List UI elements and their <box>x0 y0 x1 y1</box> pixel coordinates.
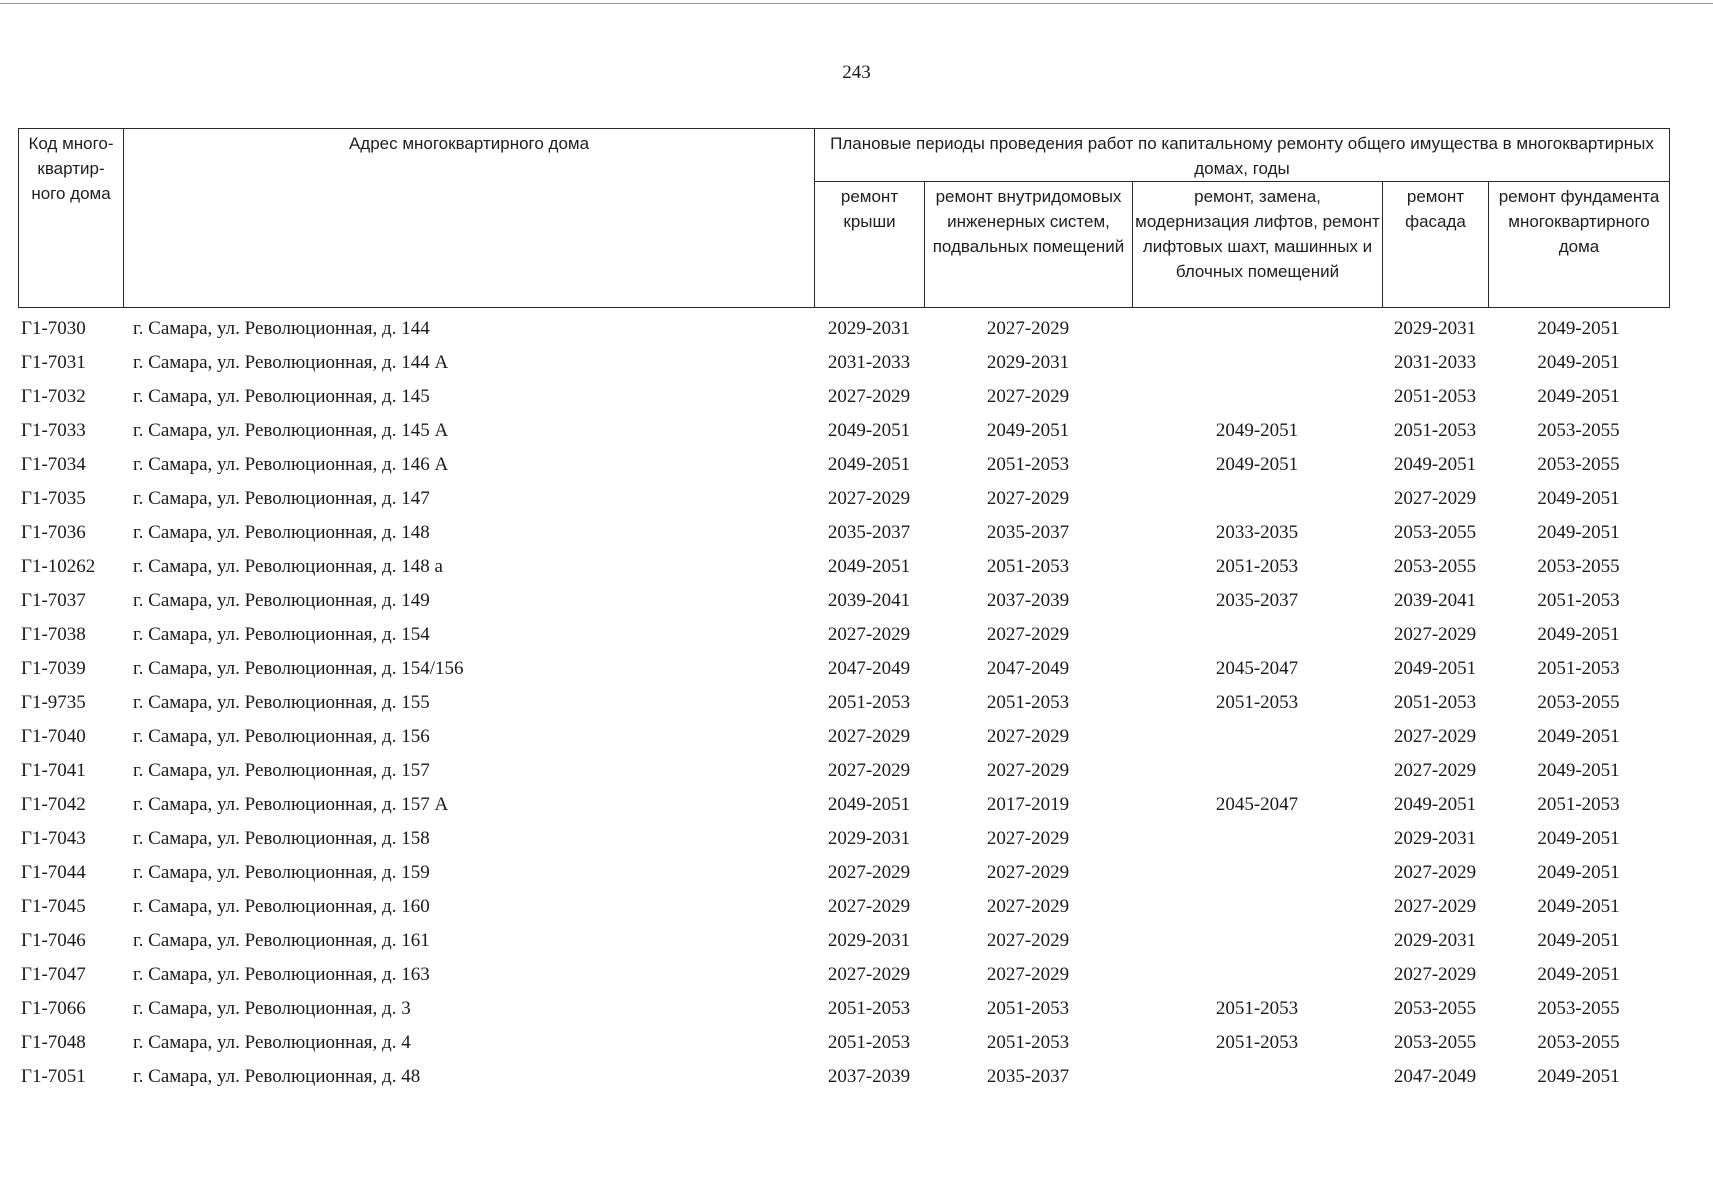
cell-code: Г1-7035 <box>21 488 86 509</box>
cell-address: г. Самара, ул. Революционная, д. 4 <box>133 1032 411 1053</box>
cell-elevators: 2045-2047 <box>1215 794 1299 815</box>
cell-elevators <box>1132 380 1382 414</box>
cell-address: г. Самара, ул. Революционная, д. 48 <box>133 1066 421 1087</box>
table-row <box>18 754 1669 788</box>
cell-roof: 2031-2033 <box>827 352 911 373</box>
cell-code: Г1-7038 <box>21 624 86 645</box>
cell-roof: 2049-2051 <box>827 794 911 815</box>
cell-systems: 2027-2029 <box>986 930 1070 951</box>
cell-systems: 2035-2037 <box>986 522 1070 543</box>
table-body <box>18 312 1669 1094</box>
cell-elevators <box>1132 856 1382 890</box>
cell-roof: 2027-2029 <box>827 964 911 985</box>
cell-address: г. Самара, ул. Революционная, д. 147 <box>133 488 430 509</box>
cell-systems: 2047-2049 <box>986 658 1070 679</box>
table-row <box>18 550 1669 584</box>
cell-elevators <box>1132 958 1382 992</box>
cell-elevators: 2049-2051 <box>1215 454 1299 475</box>
table-row <box>18 788 1669 822</box>
cell-code: Г1-7039 <box>21 658 86 679</box>
cell-systems: 2027-2029 <box>986 828 1070 849</box>
cell-systems: 2049-2051 <box>986 420 1070 441</box>
cell-systems: 2027-2029 <box>986 726 1070 747</box>
cell-roof: 2051-2053 <box>827 998 911 1019</box>
table-row <box>18 992 1669 1026</box>
cell-facade: 2049-2051 <box>1393 454 1477 475</box>
table-row <box>18 482 1669 516</box>
cell-address: г. Самара, ул. Революционная, д. 148 <box>133 522 430 543</box>
cell-facade: 2051-2053 <box>1393 420 1477 441</box>
cell-foundation: 2049-2051 <box>1537 930 1620 951</box>
cell-elevators <box>1132 822 1382 856</box>
cell-address: г. Самара, ул. Революционная, д. 148 а <box>133 556 443 577</box>
cell-foundation: 2049-2051 <box>1537 352 1620 373</box>
table-row <box>18 890 1669 924</box>
cell-roof: 2049-2051 <box>827 454 911 475</box>
cell-roof: 2047-2049 <box>827 658 911 679</box>
cell-foundation: 2051-2053 <box>1537 590 1620 611</box>
table-row <box>18 380 1669 414</box>
cell-code: Г1-7037 <box>21 590 86 611</box>
cell-systems: 2027-2029 <box>986 862 1070 883</box>
header-code: Код много-квартир-ного дома <box>19 129 124 308</box>
cell-foundation: 2049-2051 <box>1537 386 1620 407</box>
cell-systems: 2027-2029 <box>986 318 1070 339</box>
header-address: Адрес многоквартирного дома <box>124 129 815 308</box>
cell-facade: 2053-2055 <box>1393 556 1477 577</box>
cell-foundation: 2049-2051 <box>1537 828 1620 849</box>
cell-code: Г1-7030 <box>21 318 86 339</box>
table-row <box>18 1026 1669 1060</box>
cell-facade: 2029-2031 <box>1393 828 1477 849</box>
cell-systems: 2037-2039 <box>986 590 1070 611</box>
header-foundation: ремонт фундамента многоквартирного дома <box>1489 182 1670 308</box>
cell-foundation: 2053-2055 <box>1537 1032 1620 1053</box>
header-facade: ремонт фасада <box>1383 182 1489 308</box>
cell-elevators: 2045-2047 <box>1215 658 1299 679</box>
cell-code: Г1-7042 <box>21 794 86 815</box>
cell-foundation: 2051-2053 <box>1537 794 1620 815</box>
cell-systems: 2035-2037 <box>986 1066 1070 1087</box>
header-periods-group: Плановые периоды проведения работ по капитальному ремонту общего имущества в многоквартирных домах, годы <box>815 129 1670 182</box>
cell-roof: 2027-2029 <box>827 488 911 509</box>
cell-address: г. Самара, ул. Революционная, д. 144 А <box>133 352 449 373</box>
cell-roof: 2029-2031 <box>827 318 911 339</box>
cell-code: Г1-7032 <box>21 386 86 407</box>
table-row <box>18 856 1669 890</box>
cell-address: г. Самара, ул. Революционная, д. 144 <box>133 318 430 339</box>
cell-systems: 2027-2029 <box>986 964 1070 985</box>
table-row <box>18 516 1669 550</box>
cell-foundation: 2049-2051 <box>1537 896 1620 917</box>
cell-address: г. Самара, ул. Революционная, д. 161 <box>133 930 430 951</box>
cell-foundation: 2051-2053 <box>1537 658 1620 679</box>
cell-elevators <box>1132 720 1382 754</box>
cell-roof: 2051-2053 <box>827 1032 911 1053</box>
cell-address: г. Самара, ул. Революционная, д. 157 <box>133 760 430 781</box>
cell-foundation: 2049-2051 <box>1537 488 1620 509</box>
cell-facade: 2027-2029 <box>1393 964 1477 985</box>
cell-foundation: 2049-2051 <box>1537 624 1620 645</box>
cell-systems: 2027-2029 <box>986 760 1070 781</box>
header-systems: ремонт внутридомовых инженерных систем, подвальных помещений <box>925 182 1133 308</box>
cell-roof: 2029-2031 <box>827 828 911 849</box>
cell-facade: 2051-2053 <box>1393 692 1477 713</box>
cell-roof: 2027-2029 <box>827 862 911 883</box>
cell-address: г. Самара, ул. Революционная, д. 149 <box>133 590 430 611</box>
cell-code: Г1-7043 <box>21 828 86 849</box>
cell-code: Г1-7036 <box>21 522 86 543</box>
cell-elevators: 2049-2051 <box>1215 420 1299 441</box>
cell-foundation: 2049-2051 <box>1537 726 1620 747</box>
table-row <box>18 414 1669 448</box>
cell-systems: 2051-2053 <box>986 998 1070 1019</box>
cell-code: Г1-7034 <box>21 454 86 475</box>
cell-roof: 2051-2053 <box>827 692 911 713</box>
cell-elevators <box>1132 312 1382 346</box>
cell-code: Г1-7046 <box>21 930 86 951</box>
cell-systems: 2027-2029 <box>986 488 1070 509</box>
cell-foundation: 2053-2055 <box>1537 998 1620 1019</box>
cell-code: Г1-7045 <box>21 896 86 917</box>
cell-elevators: 2051-2053 <box>1215 556 1299 577</box>
cell-roof: 2049-2051 <box>827 420 911 441</box>
cell-systems: 2027-2029 <box>986 624 1070 645</box>
cell-elevators <box>1132 754 1382 788</box>
cell-facade: 2027-2029 <box>1393 726 1477 747</box>
cell-roof: 2027-2029 <box>827 760 911 781</box>
cell-roof: 2027-2029 <box>827 896 911 917</box>
table-row <box>18 720 1669 754</box>
cell-facade: 2027-2029 <box>1393 624 1477 645</box>
cell-systems: 2051-2053 <box>986 454 1070 475</box>
cell-code: Г1-7031 <box>21 352 86 373</box>
header-roof: ремонт крыши <box>815 182 925 308</box>
cell-foundation: 2049-2051 <box>1537 522 1620 543</box>
cell-facade: 2027-2029 <box>1393 760 1477 781</box>
cell-address: г. Самара, ул. Революционная, д. 154 <box>133 624 430 645</box>
cell-code: Г1-7041 <box>21 760 86 781</box>
cell-code: Г1-7040 <box>21 726 86 747</box>
cell-address: г. Самара, ул. Революционная, д. 160 <box>133 896 430 917</box>
page-number: 243 <box>842 62 871 83</box>
cell-facade: 2027-2029 <box>1393 862 1477 883</box>
cell-address: г. Самара, ул. Революционная, д. 163 <box>133 964 430 985</box>
cell-address: г. Самара, ул. Революционная, д. 3 <box>133 998 411 1019</box>
table-row <box>18 958 1669 992</box>
cell-roof: 2029-2031 <box>827 930 911 951</box>
cell-code: Г1-7066 <box>21 998 86 1019</box>
table-row <box>18 822 1669 856</box>
table-header <box>18 128 1670 308</box>
table-row <box>18 686 1669 720</box>
cell-elevators <box>1132 618 1382 652</box>
data-table <box>18 312 1669 1094</box>
cell-elevators <box>1132 482 1382 516</box>
cell-address: г. Самара, ул. Революционная, д. 155 <box>133 692 430 713</box>
cell-facade: 2029-2031 <box>1393 318 1477 339</box>
cell-code: Г1-9735 <box>21 692 86 713</box>
table-row <box>18 1060 1669 1094</box>
cell-code: Г1-10262 <box>21 556 96 577</box>
cell-code: Г1-7048 <box>21 1032 86 1053</box>
cell-foundation: 2053-2055 <box>1537 420 1620 441</box>
cell-code: Г1-7051 <box>21 1066 86 1087</box>
table-row <box>18 584 1669 618</box>
table-row <box>18 652 1669 686</box>
cell-elevators: 2033-2035 <box>1215 522 1299 543</box>
cell-address: г. Самара, ул. Революционная, д. 159 <box>133 862 430 883</box>
cell-systems: 2027-2029 <box>986 386 1070 407</box>
cell-elevators <box>1132 1060 1382 1094</box>
cell-facade: 2053-2055 <box>1393 522 1477 543</box>
cell-foundation: 2053-2055 <box>1537 454 1620 475</box>
cell-facade: 2031-2033 <box>1393 352 1477 373</box>
cell-address: г. Самара, ул. Революционная, д. 145 А <box>133 420 449 441</box>
cell-code: Г1-7047 <box>21 964 86 985</box>
cell-address: г. Самара, ул. Революционная, д. 157 А <box>133 794 449 815</box>
cell-address: г. Самара, ул. Революционная, д. 146 А <box>133 454 449 475</box>
cell-facade: 2049-2051 <box>1393 658 1477 679</box>
cell-code: Г1-7044 <box>21 862 86 883</box>
cell-roof: 2039-2041 <box>827 590 911 611</box>
cell-foundation: 2049-2051 <box>1537 318 1620 339</box>
cell-address: г. Самара, ул. Революционная, д. 156 <box>133 726 430 747</box>
cell-systems: 2029-2031 <box>986 352 1070 373</box>
cell-foundation: 2049-2051 <box>1537 862 1620 883</box>
cell-code: Г1-7033 <box>21 420 86 441</box>
table-row <box>18 448 1669 482</box>
cell-elevators: 2051-2053 <box>1215 692 1299 713</box>
cell-foundation: 2053-2055 <box>1537 692 1620 713</box>
cell-systems: 2051-2053 <box>986 556 1070 577</box>
cell-address: г. Самара, ул. Революционная, д. 154/156 <box>133 658 464 679</box>
cell-foundation: 2049-2051 <box>1537 964 1620 985</box>
cell-elevators <box>1132 346 1382 380</box>
cell-facade: 2053-2055 <box>1393 1032 1477 1053</box>
table-row <box>18 924 1669 958</box>
cell-elevators: 2051-2053 <box>1215 998 1299 1019</box>
cell-systems: 2027-2029 <box>986 896 1070 917</box>
cell-address: г. Самара, ул. Революционная, д. 145 <box>133 386 430 407</box>
cell-roof: 2027-2029 <box>827 726 911 747</box>
cell-elevators: 2035-2037 <box>1215 590 1299 611</box>
cell-facade: 2049-2051 <box>1393 794 1477 815</box>
top-rule <box>0 3 1713 4</box>
table-row <box>18 346 1669 380</box>
header-elevators: ремонт, замена, модернизация лифтов, ремонт лифтовых шахт, машинных и блочных помещений <box>1133 182 1383 308</box>
cell-roof: 2037-2039 <box>827 1066 911 1087</box>
cell-elevators <box>1132 924 1382 958</box>
cell-facade: 2027-2029 <box>1393 488 1477 509</box>
cell-roof: 2035-2037 <box>827 522 911 543</box>
table-row <box>18 618 1669 652</box>
cell-facade: 2039-2041 <box>1393 590 1477 611</box>
cell-foundation: 2049-2051 <box>1537 1066 1620 1087</box>
cell-systems: 2051-2053 <box>986 1032 1070 1053</box>
cell-roof: 2027-2029 <box>827 624 911 645</box>
cell-facade: 2027-2029 <box>1393 896 1477 917</box>
cell-elevators: 2051-2053 <box>1215 1032 1299 1053</box>
cell-elevators <box>1132 890 1382 924</box>
cell-facade: 2029-2031 <box>1393 930 1477 951</box>
cell-roof: 2027-2029 <box>827 386 911 407</box>
cell-roof: 2049-2051 <box>827 556 911 577</box>
cell-systems: 2017-2019 <box>986 794 1070 815</box>
cell-foundation: 2049-2051 <box>1537 760 1620 781</box>
cell-facade: 2051-2053 <box>1393 386 1477 407</box>
cell-foundation: 2053-2055 <box>1537 556 1620 577</box>
cell-address: г. Самара, ул. Революционная, д. 158 <box>133 828 430 849</box>
cell-systems: 2051-2053 <box>986 692 1070 713</box>
cell-facade: 2053-2055 <box>1393 998 1477 1019</box>
cell-facade: 2047-2049 <box>1393 1066 1477 1087</box>
table-row <box>18 312 1669 346</box>
